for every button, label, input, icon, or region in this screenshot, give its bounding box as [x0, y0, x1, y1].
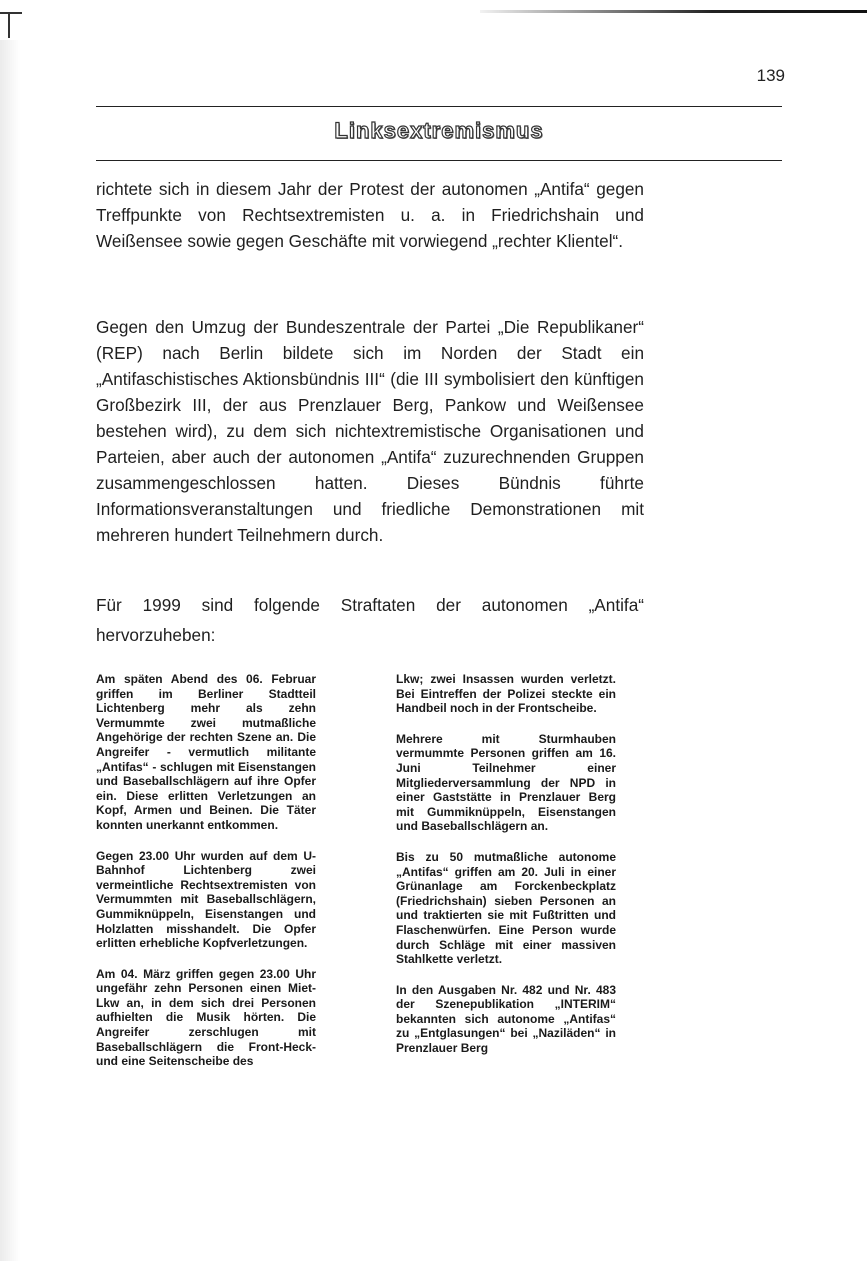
incident-paragraph: Am 04. März griffen gegen 23.00 Uhr ungefähr zehn Personen einen Miet-Lkw an, in dem sich drei Personen aufhielten die Musik hörten. Die Angreifer zerschlugen mit Baseballschlägern die Front-Heck- und eine Seitenscheibe des — [96, 966, 316, 1069]
incident-paragraph: Mehrere mit Sturmhauben vermummte Personen griffen am 16. Juni Teilnehmer einer Mitgliederversammlung der NPD in einer Gaststätte in Prenzlauer Berg mit Gummiknüppeln, Eisenstangen und Baseballschlägern an. — [396, 731, 616, 834]
incident-paragraph: Bis zu 50 mutmaßliche autonome „Antifas“ griffen am 20. Juli in einer Grünanlage am Forckenbeckplatz (Friedrichshain) sieben Personen an und traktierten sie mit Fußtritten und Flaschenwürfen. Eine Person wurde durch Schläge mit einer massiven Stahlkette verletzt. — [396, 849, 616, 967]
body-paragraph: richtete sich in diesem Jahr der Protest der autonomen „Antifa“ gegen Treffpunkte von Rechtsextremisten u. a. in Friedrichshain und Weißensee sowie gegen Geschäfte mit vorwiegend „rechter Klientel“. — [96, 179, 644, 251]
incident-column-right — [396, 672, 616, 1072]
scan-left-edge — [0, 40, 20, 1261]
scan-corner-mark — [0, 12, 22, 14]
header-rule-bottom — [96, 160, 782, 161]
running-header: Linksextremismus — [334, 118, 544, 143]
page-number: 139 — [756, 66, 785, 85]
body-paragraph: Gegen den Umzug der Bundeszentrale der Partei „Die Republikaner“ (REP) nach Berlin bildete sich im Norden der Stadt ein „Antifaschistisches Aktionsbündnis III“ (die III symbolisiert den künftigen Großbezirk III, der aus Prenzlauer Berg, Pankow und Weißensee bestehen wird), zu dem sich nichtextremistische Organisationen und Parteien, aber auch der autonomen „Antifa“ zuzurechnenden Gruppen zusammengeschlossen hatten. Dieses Bündnis führte Informationsveranstaltungen und friedliche Demonstrationen mit mehreren hundert Teilnehmern durch. — [96, 317, 644, 545]
incident-paragraph: Lkw; zwei Insassen wurden verletzt. Bei Eintreffen der Polizei steckte ein Handbeil noch in der Frontscheibe. — [396, 672, 616, 716]
header-rule-top — [96, 106, 782, 107]
incident-paragraph: Am späten Abend des 06. Februar griffen im Berliner Stadtteil Lichtenberg mehr als zehn Vermummte zwei mutmaßliche Angehörige der rechten Szene an. Die Angreifer - vermutlich militante „Antifas“ - schlugen mit Eisenstangen und Baseballschlägern auf ihre Opfer ein. Diese erlitten Verletzungen an Kopf, Armen und Beinen. Die Täter konnten unerkannt entkommen. — [96, 672, 316, 832]
incident-paragraph: In den Ausgaben Nr. 482 und Nr. 483 der Szenepublikation „INTERIM“ bekannten sich autonome „Antifas“ zu „Entglasungen“ bei „Naziläden“ in Prenzlauer Berg — [396, 982, 616, 1056]
incident-column-left — [96, 672, 316, 1085]
body-paragraph: Für 1999 sind folgende Straftaten der autonomen „Antifa“ hervorzuheben: — [96, 595, 644, 645]
incident-paragraph: Gegen 23.00 Uhr wurden auf dem U-Bahnhof Lichtenberg zwei vermeintliche Rechtsextremisten von Vermummten mit Baseballschlägern, Gummiknüppeln, Eisenstangen und Holzlatten misshandelt. Die Opfer erlitten erhebliche Kopfverletzungen. — [96, 848, 316, 951]
scan-top-edge — [480, 10, 867, 13]
scan-corner-mark-vertical — [8, 12, 10, 38]
